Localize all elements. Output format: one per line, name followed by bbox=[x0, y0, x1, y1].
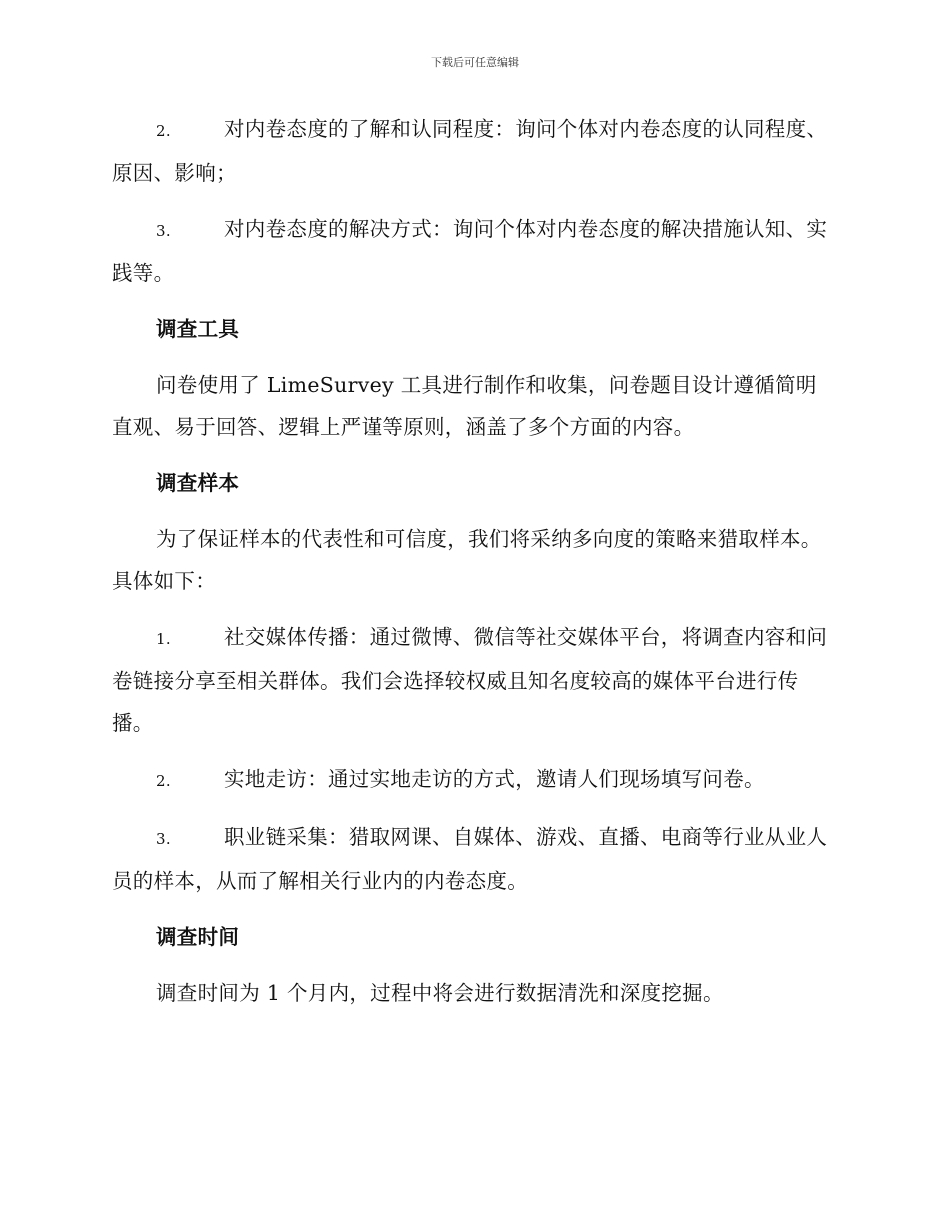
section-heading-sample: 调查样本 bbox=[156, 471, 240, 495]
paragraph-time: 调查时间为 1 个月内，过程中将会进行数据清洗和深度挖掘。 bbox=[156, 981, 724, 1005]
list-number: 2. bbox=[156, 772, 171, 790]
list-item-text: 对内卷态度的解决方式：询问个体对内卷态度的解决措施认知、实践等。 bbox=[112, 217, 828, 285]
list-item-field-visit bbox=[112, 758, 834, 802]
list-item-text: 职业链采集：猎取网课、自媒体、游戏、直播、电商等行业从业人员的样本，从而了解相关行业内的内卷态度。 bbox=[112, 825, 828, 893]
list-item-social-media bbox=[112, 616, 834, 744]
list-item-occupation-chain bbox=[112, 816, 834, 902]
list-item-understanding bbox=[112, 108, 834, 194]
paragraph-sample: 为了保证样本的代表性和可信度，我们将采纳多向度的策略来猎取样本。具体如下： bbox=[112, 527, 822, 593]
document-body bbox=[112, 108, 834, 1028]
list-number: 3. bbox=[156, 830, 171, 848]
list-item-text: 实地走访：通过实地走访的方式，邀请人们现场填写问卷。 bbox=[224, 767, 765, 791]
list-item-text: 社交媒体传播：通过微博、微信等社交媒体平台，将调查内容和问卷链接分享至相关群体。我们会选择较权威且知名度较高的媒体平台进行传播。 bbox=[112, 625, 828, 735]
list-item-solution bbox=[112, 208, 834, 294]
paragraph-tools: 问卷使用了 LimeSurvey 工具进行制作和收集，问卷题目设计遵循简明直观、易于回答、逻辑上严谨等原则，涵盖了多个方面的内容。 bbox=[112, 373, 817, 439]
section-heading-tools: 调查工具 bbox=[156, 317, 240, 341]
list-number: 1. bbox=[156, 630, 171, 648]
page-header-note: 下载后可任意编辑 bbox=[431, 56, 519, 69]
list-item-text: 对内卷态度的了解和认同程度：询问个体对内卷态度的认同程度、原因、影响； bbox=[112, 117, 828, 185]
list-number: 2. bbox=[156, 122, 171, 140]
section-heading-time: 调查时间 bbox=[156, 925, 240, 949]
list-number: 3. bbox=[156, 222, 171, 240]
